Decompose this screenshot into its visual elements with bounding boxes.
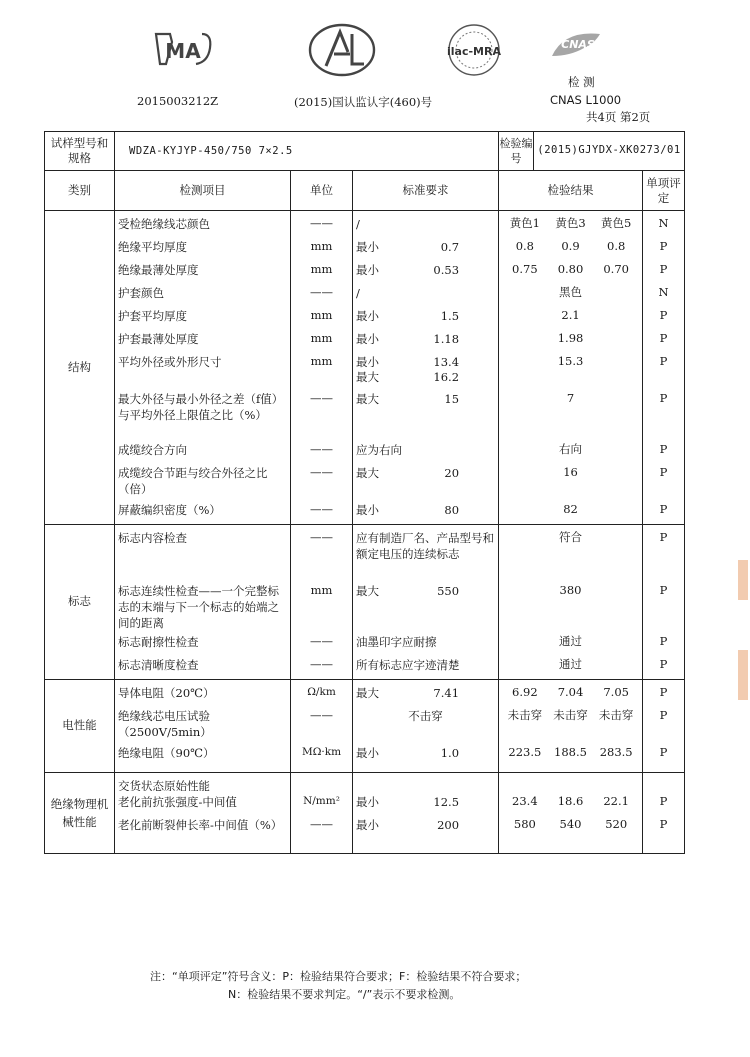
- standard-requirement: [356, 791, 495, 814]
- standard-text: 最小 0.53: [356, 263, 460, 277]
- verdict-value: P: [659, 262, 668, 276]
- verdict-value: [646, 775, 681, 791]
- result-value: 2.1: [561, 308, 580, 322]
- unit-value: ——: [310, 391, 333, 405]
- result-value: 1.98: [557, 331, 584, 345]
- test-result: [502, 462, 639, 499]
- standard-text: 最大 15: [356, 392, 460, 406]
- standard-requirement: [356, 439, 495, 462]
- test-item: 成缆绞合方向: [118, 443, 187, 457]
- section-row: [45, 525, 685, 680]
- standard-requirement: [356, 388, 495, 439]
- verdict-value: P: [659, 634, 668, 648]
- standard-requirement: [356, 775, 495, 791]
- standard-text: 最大 7.41: [356, 686, 460, 700]
- verdict-value: P: [659, 465, 668, 479]
- category-cell: 绝缘物理机械性能: [45, 773, 115, 854]
- unit-value: ——: [310, 708, 333, 722]
- result-value: 黄色1: [509, 216, 541, 230]
- model-value-cell: [115, 132, 499, 171]
- result-value: 黄色3: [555, 216, 586, 230]
- standard-value: 15: [444, 392, 460, 406]
- footnote-line-1: 注：“单项评定”符号含义：P：检验结果符合要求；F：检验结果不符合要求；: [150, 970, 527, 983]
- test-item: 老化前抗张强度-中间值: [118, 795, 237, 809]
- result-value: 0.80: [557, 262, 584, 276]
- result-value: 通过: [559, 634, 583, 648]
- test-item: 屏蔽编织密度（%）: [118, 503, 221, 517]
- section-row: [45, 211, 685, 525]
- test-item: 成缆绞合节距与绞合外径之比（倍）: [118, 466, 268, 496]
- test-result: [502, 775, 639, 791]
- standard-requirement: [356, 462, 495, 499]
- result-value: 23.4: [512, 794, 538, 808]
- test-result: [502, 814, 639, 851]
- standard-requirement: [356, 705, 495, 742]
- category-cell: 标志: [45, 525, 115, 680]
- std-column-cell: [353, 773, 499, 854]
- result-value: 188.5: [554, 745, 587, 759]
- standard-text: /: [356, 286, 360, 300]
- unit-column-cell: [291, 680, 353, 773]
- standard-requirement: [356, 328, 495, 351]
- standard-requirement: [356, 527, 495, 580]
- sample-info-row: [45, 132, 685, 171]
- standard-text: 最小 80: [356, 503, 460, 517]
- unit-value: ——: [310, 216, 333, 230]
- unit-value: ——: [310, 442, 333, 456]
- test-item: 交货状态原始性能: [118, 779, 210, 791]
- col-unit: 单位: [291, 171, 353, 211]
- standard-value: 13.4: [433, 355, 460, 369]
- res-column-cell: [499, 211, 643, 525]
- cal-logo-icon: [306, 20, 378, 80]
- result-value: 0.70: [603, 262, 629, 276]
- res-column-cell: [499, 525, 643, 680]
- verdict-value: P: [659, 354, 668, 368]
- unit-value: ——: [310, 634, 333, 648]
- test-item: 受检绝缘线芯颜色: [118, 217, 210, 231]
- unit-value: mm: [310, 354, 333, 368]
- std-column-cell: [353, 680, 499, 773]
- standard-text: 不击穿: [408, 709, 443, 723]
- test-report-table: [44, 131, 685, 854]
- verdict-value: N: [658, 285, 669, 299]
- verdict-column-cell: [643, 525, 685, 680]
- item-column-cell: [115, 525, 291, 680]
- unit-value: mm: [310, 239, 333, 253]
- unit-value: ——: [310, 817, 333, 831]
- verdict-value: P: [659, 657, 668, 671]
- unit-value: mm: [310, 331, 333, 345]
- standard-requirement: [356, 236, 495, 259]
- result-value: 580: [513, 817, 536, 831]
- test-item: 标志内容检查: [118, 531, 187, 545]
- test-result: [502, 654, 639, 677]
- standard-text: 最大 550: [356, 584, 460, 598]
- result-value: 0.8: [515, 239, 534, 253]
- unit-value: mm: [310, 308, 333, 322]
- model-label: [45, 132, 115, 171]
- standard-value: 0.7: [440, 240, 460, 254]
- unit-value: Ω/km: [307, 686, 336, 698]
- footnote-line-2: N：检验结果不要求判定。“/”表示不要求检测。: [228, 988, 461, 1001]
- verdict-value: P: [659, 391, 668, 405]
- standard-requirement: [356, 682, 495, 705]
- result-value: 0.75: [512, 262, 538, 276]
- test-result: [502, 388, 639, 439]
- test-result: [502, 328, 639, 351]
- column-header-row: [45, 171, 685, 211]
- test-result: [502, 351, 639, 388]
- test-item: 绝缘电阻（90℃）: [118, 746, 215, 760]
- stamp-edge-mark: [738, 560, 748, 600]
- test-item: 护套平均厚度: [118, 309, 187, 323]
- model-value: WDZA-KYJYP-450/750 7×2.5: [129, 144, 293, 157]
- verdict-value: P: [659, 685, 668, 699]
- result-value: 6.92: [512, 685, 538, 699]
- standard-requirement: [356, 580, 495, 631]
- col-category: 类别: [45, 171, 115, 211]
- test-result: [502, 527, 639, 580]
- result-value: 22.1: [603, 794, 629, 808]
- verdict-value: P: [659, 442, 668, 456]
- test-item: 绝缘线芯电压试验（2500V/5min）: [118, 709, 212, 739]
- standard-text: /: [356, 217, 360, 231]
- test-result: [502, 282, 639, 305]
- result-value: 未击穿: [553, 708, 588, 722]
- standard-text: 应为右向: [356, 443, 402, 457]
- test-item: 护套最薄处厚度: [118, 332, 199, 346]
- standard-requirement: [356, 742, 495, 770]
- standard-requirement: [356, 631, 495, 654]
- verdict-value: P: [659, 583, 668, 597]
- standard-value: 200: [437, 818, 460, 832]
- test-item: 标志清晰度检查: [118, 658, 199, 672]
- col-result: 检验结果: [499, 171, 643, 211]
- test-result: [502, 499, 639, 522]
- section-row: [45, 773, 685, 854]
- report-no-label: 检验编号: [499, 132, 534, 170]
- test-result: [502, 439, 639, 462]
- standard-text: 最大 16.2: [356, 370, 460, 384]
- test-item: 标志连续性检查——一个完整标志的末端与下一个标志的始端之间的距离: [118, 584, 279, 630]
- unit-value: ——: [310, 530, 333, 544]
- standard-text: 最小 200: [356, 818, 460, 832]
- svg-text:MA: MA: [165, 39, 201, 63]
- result-value: 未击穿: [507, 708, 543, 722]
- category-cell: 电性能: [45, 680, 115, 773]
- test-item: 护套颜色: [118, 286, 164, 300]
- test-result: [502, 305, 639, 328]
- svg-text:CNAS: CNAS: [561, 38, 595, 51]
- test-result: [502, 580, 639, 631]
- verdict-value: P: [659, 530, 668, 544]
- unit-value: ——: [310, 657, 333, 671]
- item-column-cell: [115, 773, 291, 854]
- unit-column-cell: [291, 525, 353, 680]
- result-value: 7.05: [603, 685, 629, 699]
- verdict-value: P: [659, 794, 668, 808]
- unit-column-cell: [291, 211, 353, 525]
- standard-value: 12.5: [433, 795, 460, 809]
- standard-text: 油墨印字应耐擦: [356, 635, 437, 649]
- model-label-text: 试样型号和规格: [50, 136, 109, 165]
- svg-text:ilac-MRA: ilac-MRA: [447, 45, 501, 58]
- cnas-label: 检 测: [568, 75, 595, 89]
- standard-requirement: [356, 351, 495, 388]
- result-value: 18.6: [557, 794, 584, 808]
- page-info: 共4页 第2页: [586, 110, 651, 124]
- result-value: 520: [605, 817, 628, 831]
- verdict-value: P: [659, 331, 668, 345]
- unit-value: N/mm²: [303, 795, 340, 807]
- footnote: [150, 968, 526, 1004]
- result-value: 黄色5: [601, 216, 632, 230]
- standard-value: 1.0: [440, 746, 460, 760]
- cma-logo-icon: [150, 28, 216, 70]
- result-value: 符合: [559, 530, 583, 544]
- unit-value: ——: [310, 285, 333, 299]
- verdict-column-cell: [643, 773, 685, 854]
- verdict-value: P: [659, 502, 668, 516]
- category-cell: 结构: [45, 211, 115, 525]
- section-row: [45, 680, 685, 773]
- verdict-value: P: [659, 308, 668, 322]
- standard-value: 20: [444, 466, 460, 480]
- test-item: 最大外径与最小外径之差（f值）与平均外径上限值之比（%）: [118, 392, 284, 422]
- test-result: [502, 631, 639, 654]
- test-result: [502, 682, 639, 705]
- report-no-value: (2015)GJYDX-XK0273/01: [537, 144, 681, 157]
- standard-text: 最小 1.5: [356, 309, 460, 323]
- standard-value: 0.53: [433, 263, 460, 277]
- result-value: 380: [559, 583, 582, 597]
- result-value: 通过: [559, 657, 583, 671]
- res-column-cell: [499, 773, 643, 854]
- test-result: [502, 705, 639, 742]
- stamp-edge-mark: [738, 650, 748, 700]
- standard-requirement: [356, 654, 495, 677]
- result-value: 15.3: [557, 354, 584, 368]
- unit-value: [294, 775, 349, 791]
- col-standard: 标准要求: [353, 171, 499, 211]
- verdict-column-cell: [643, 680, 685, 773]
- result-value: 未击穿: [598, 708, 634, 722]
- standard-text: 最小 12.5: [356, 795, 460, 809]
- result-value: 0.8: [607, 239, 626, 253]
- standard-requirement: [356, 259, 495, 282]
- standard-text: 最小 13.4: [356, 355, 460, 369]
- col-item: 检测项目: [115, 171, 291, 211]
- verdict-column-cell: [643, 211, 685, 525]
- result-value: 7.04: [557, 685, 584, 699]
- res-column-cell: [499, 680, 643, 773]
- test-item: 导体电阻（20℃）: [118, 686, 215, 700]
- standard-text: 最小 1.18: [356, 332, 460, 346]
- standard-text: 应有制造厂名、产品型号和额定电压的连续标志: [356, 531, 494, 561]
- standard-value: 7.41: [433, 686, 460, 700]
- report-no-cell: [499, 132, 685, 171]
- standard-value: 1.18: [433, 332, 460, 346]
- standard-value: 1.5: [440, 309, 460, 323]
- item-column-cell: [115, 211, 291, 525]
- std-column-cell: [353, 211, 499, 525]
- unit-value: ——: [310, 502, 333, 516]
- test-item: 绝缘最薄处厚度: [118, 263, 199, 277]
- test-result: [502, 742, 639, 770]
- test-item: 平均外径或外形尺寸: [118, 355, 222, 369]
- verdict-value: P: [659, 745, 668, 759]
- test-item: 绝缘平均厚度: [118, 240, 187, 254]
- verdict-value: N: [658, 216, 669, 230]
- result-value: 16: [563, 465, 578, 479]
- result-value: 82: [563, 502, 578, 516]
- unit-column-cell: [291, 773, 353, 854]
- cal-number: (2015)国认监认字(460)号: [294, 95, 433, 109]
- col-verdict: 单项评定: [643, 171, 685, 211]
- verdict-value: P: [659, 239, 668, 253]
- standard-value: 16.2: [433, 370, 460, 384]
- standard-value: 550: [437, 584, 460, 598]
- result-value: 540: [559, 817, 582, 831]
- cnas-logo-icon: [544, 26, 610, 66]
- std-column-cell: [353, 525, 499, 680]
- result-value: 7: [566, 391, 575, 405]
- test-item: 标志耐擦性检查: [118, 635, 199, 649]
- test-result: [502, 213, 639, 236]
- item-column-cell: [115, 680, 291, 773]
- standard-text: 最小 0.7: [356, 240, 460, 254]
- unit-value: mm: [310, 262, 333, 276]
- standard-text: 所有标志应字迹清楚: [356, 658, 460, 672]
- verdict-value: P: [659, 708, 668, 722]
- standard-text: 最小 1.0: [356, 746, 460, 760]
- result-value: 右向: [559, 442, 583, 456]
- standard-requirement: [356, 282, 495, 305]
- standard-value: 80: [444, 503, 460, 517]
- result-value: 黑色: [559, 285, 583, 299]
- result-value: 283.5: [599, 745, 633, 759]
- cma-number: 2015003212Z: [137, 94, 219, 108]
- standard-requirement: [356, 814, 495, 851]
- standard-requirement: [356, 499, 495, 522]
- result-value: 223.5: [508, 745, 542, 759]
- ilac-mra-logo-icon: [443, 22, 505, 78]
- standard-requirement: [356, 305, 495, 328]
- test-result: [502, 236, 639, 259]
- unit-value: MΩ·km: [301, 746, 342, 758]
- unit-value: ——: [310, 465, 333, 479]
- unit-value: mm: [310, 583, 333, 597]
- test-item: 老化前断裂伸长率-中间值（%）: [118, 818, 283, 832]
- test-result: [502, 791, 639, 814]
- cnas-accreditation-no: CNAS L1000: [550, 93, 622, 107]
- test-result: [502, 259, 639, 282]
- standard-requirement: [356, 213, 495, 236]
- verdict-value: P: [659, 817, 668, 831]
- result-value: 0.9: [561, 239, 580, 253]
- standard-text: 最大 20: [356, 466, 460, 480]
